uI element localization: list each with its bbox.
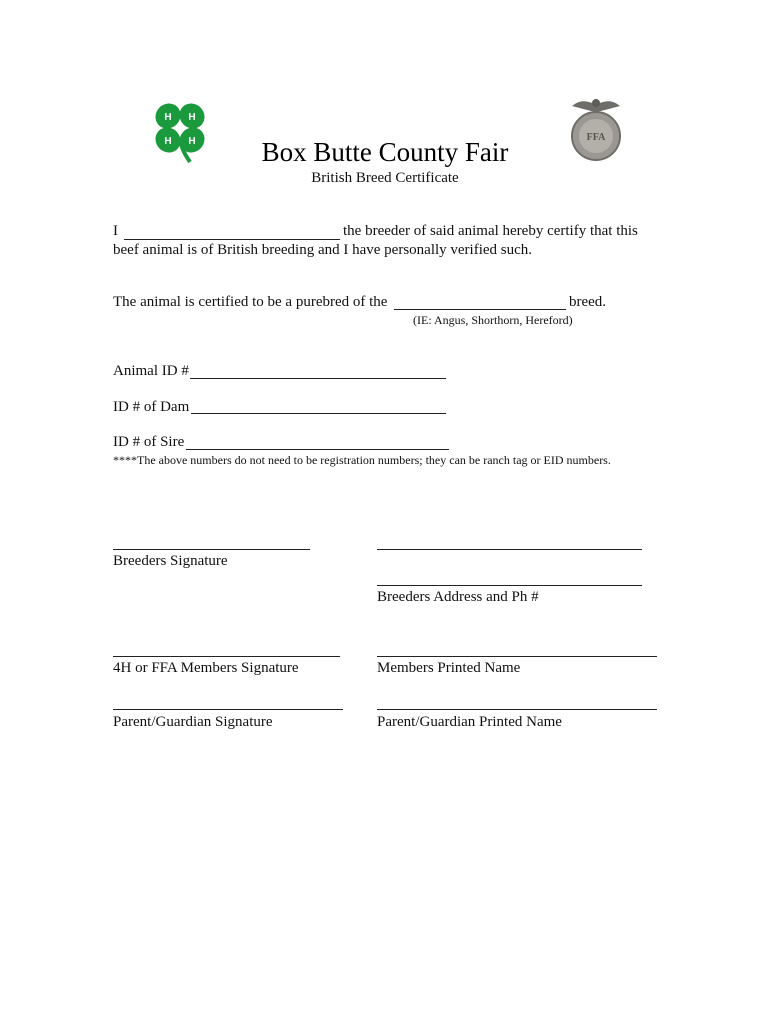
page-subtitle: British Breed Certificate [311, 170, 459, 186]
member-signature-label: 4H or FFA Members Signature [113, 660, 299, 676]
animal-id-label: Animal ID # [113, 363, 189, 379]
breeder-name-field[interactable] [124, 239, 340, 240]
dam-id-label: ID # of Dam [113, 399, 190, 415]
parent-signature-label: Parent/Guardian Signature [113, 714, 273, 730]
parent-signature-line[interactable] [113, 709, 343, 710]
sire-id-label: ID # of Sire [113, 434, 185, 450]
statement-prefix: I [113, 223, 118, 239]
breed-suffix: breed. [569, 294, 607, 310]
member-printed-line[interactable] [377, 656, 657, 657]
member-signature-line[interactable] [113, 656, 340, 657]
statement-line-2: beef animal is of British breeding and I have personally verified such. [113, 242, 533, 258]
breeder-signature-line[interactable] [113, 549, 310, 550]
sire-id-field[interactable] [186, 449, 449, 450]
animal-id-field[interactable] [190, 378, 446, 379]
breeder-address-line-2[interactable] [377, 585, 642, 586]
member-printed-label: Members Printed Name [377, 660, 521, 676]
breed-field[interactable] [394, 309, 566, 310]
id-note: ****The above numbers do not need to be registration numbers; they can be ranch tag or EID numbers. [113, 453, 611, 467]
breeder-address-label: Breeders Address and Ph # [377, 589, 539, 605]
ffa-emblem-text: FFA [586, 132, 606, 143]
breeder-signature-label: Breeders Signature [113, 553, 228, 569]
dam-id-field[interactable] [191, 413, 446, 414]
parent-printed-label: Parent/Guardian Printed Name [377, 714, 562, 730]
clover-letter: H [188, 136, 196, 147]
breed-hint: (IE: Angus, Shorthorn, Hereford) [413, 313, 573, 327]
page-title: Box Butte County Fair [261, 137, 509, 167]
clover-letter: H [188, 112, 196, 123]
breed-prefix: The animal is certified to be a purebred of the [113, 294, 388, 310]
breeder-address-line-1[interactable] [377, 549, 642, 550]
clover-letter: H [164, 112, 172, 123]
statement-suffix: the breeder of said animal hereby certify that this [343, 223, 638, 239]
parent-printed-line[interactable] [377, 709, 657, 710]
clover-letter: H [164, 136, 172, 147]
